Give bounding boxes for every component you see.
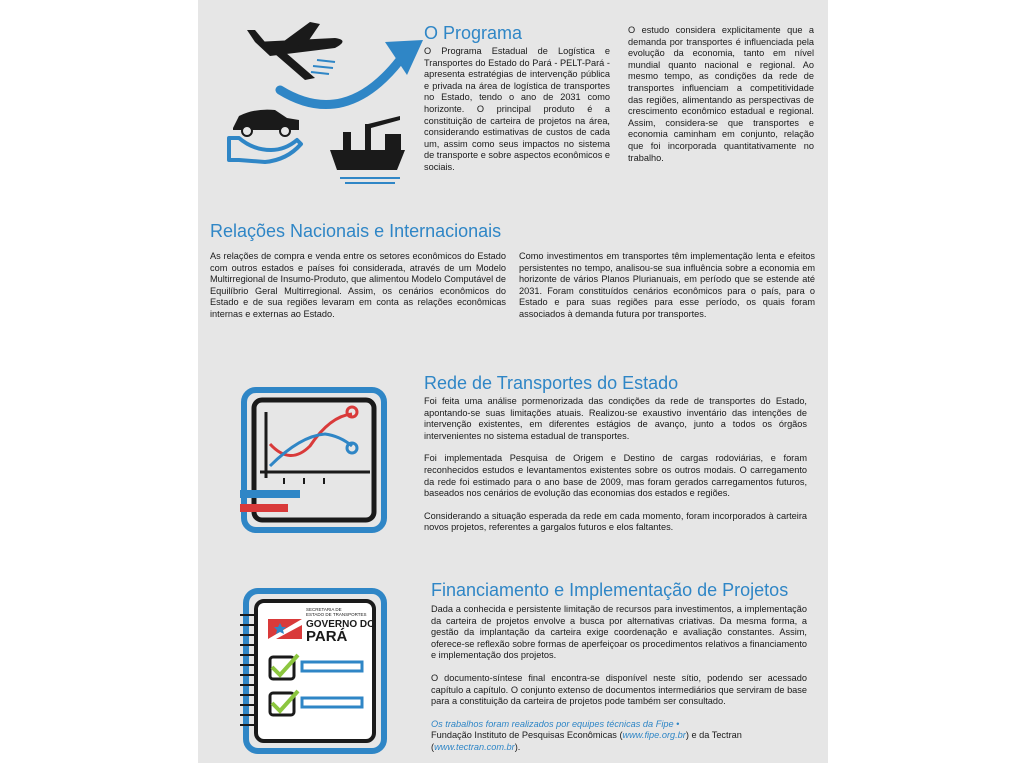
section-title-rede: Rede de Transportes do Estado (424, 373, 679, 393)
section-title-programa: O Programa (424, 23, 523, 43)
section-financiamento-body (431, 604, 807, 754)
fipe-link[interactable]: www.fipe.org.br (622, 730, 686, 741)
section-programa-col2: O estudo considera explicitamente que a demanda por transportes é influenciada pela evolução da economia, tanto em nível mundial quanto nacional e regional. Ao mesmo tempo, as condições da rede de transportes influenciam a competitividade das regiões, alimentando as perspectivas de crescimento econômico estadual e regional. Assim, considera-se que transportes e economia caminham em conjunto, relação que foi incorporada quantitativamente no trabalho. (628, 25, 814, 163)
section-rede-p2: Foi implementada Pesquisa de Origem e Destino de cargas rodoviárias, e foram reconhecidos estudos e levantamentos existentes sobre os outros modais. O carregamento da rede foi estimado para o ano base de 2009, mas foram gerados carregamentos futuros, baseados nos cenários de evolução das economias dos estados e regiões. (424, 453, 807, 499)
logo-line3: GOVERNO DO (306, 619, 375, 630)
logo-line2: ESTADO DE TRANSPORTES (306, 612, 367, 617)
credit-line3-b: ). (514, 741, 521, 752)
credit-line2-a: Fundação Instituto de Pesquisas Econômicas ( (431, 730, 623, 741)
section-relacoes-col2: Como investimentos em transportes têm implementação lenta e efeitos persistentes no tempo, analisou-se sua influência sobre a economia em horizonte de vários Planos Plurianuais, em período que se estende até 2031. Foram constituídos cenários econômicos para o país, para o Estado e para suas regiões para esse período, os quais foram associados à demanda futura por transportes. (519, 251, 815, 319)
section-financiamento-p2: O documento-síntese final encontra-se disponível neste sítio, podendo ser acessado capítulo a capítulo. O conjunto extenso de documentos intermediários que serviram de base para a constituição da carteira de projetos pode também ser consultado. (431, 672, 807, 707)
chart-board-icon (240, 386, 390, 536)
section-financiamento-p1: Dada a conhecida e persistente limitação de recursos para investimentos, a implementação da carteira de projetos envolve a busca por alternativas criativas. Da mesma forma, a gestão da implantação da carteira exige coordenação e avaliação constantes. Assim, oferece-se reflexão sobre formas de aperfeiçoar os procedimentos relativos a financiamento e implementação dos projetos. (431, 604, 807, 661)
logo-line1: SECRETARIA DE (306, 607, 342, 612)
section-programa-col1: O Programa Estadual de Logística e Transportes do Estado do Pará - PELT-Pará - apresenta estratégias de intervenção pública e privada na área de logística de transportes no Estado, tendo o ano de 2031 como horizonte. O principal produto é a constituição de carteira de projetos na área, considerando estimativas de custos de cada um, assim como seus impactos no sistema de transporte e sobre aspectos econômicos e sociais. (424, 46, 610, 172)
tectran-link[interactable]: www.tectran.com.br (434, 741, 515, 752)
credit-italic: Os trabalhos foram realizados por equipes técnicas da Fipe • (431, 718, 680, 729)
section-rede-p1: Foi feita uma análise pormenorizada das condições da rede de transportes do Estado, apontando-se suas limitações atuais. Realizou-se exaustivo inventário das intenções de intervenção existentes, em diferentes estágios de avanço, junto a todos os órgãos intervenientes no sistema estadual de transportes. (424, 396, 807, 441)
section-title-financiamento: Financiamento e Implementação de Projetos (431, 580, 789, 600)
credit-line3 (431, 742, 807, 754)
credit-line3-a: ( (431, 741, 435, 752)
logo-line4: PARÁ (306, 628, 348, 645)
credit-line2 (431, 730, 807, 742)
credit-line2-b: ) e da Tectran (685, 730, 742, 741)
section-rede-body (424, 396, 807, 534)
transport-icon (225, 20, 425, 190)
section-rede-p3: Considerando a situação esperada da rede em cada momento, foram incorporados à carteira novos projetos, referentes a gargalos futuros e elos faltantes. (424, 510, 807, 533)
section-title-relacoes: Relações Nacionais e Internacionais (210, 221, 502, 241)
section-relacoes-col1: As relações de compra e venda entre os setores econômicos do Estado com outros estados e países foi considerada, através de um Modelo Multirregional de Insumo-Produto, que alimentou Modelo Computável de Equilíbrio Geral Multirregional. Assim, os cenários econômicos do Estado e de sua regiões levaram em conta as relações econômicas internas e externas ao Estado. (210, 251, 506, 319)
checklist-board-icon (240, 585, 390, 755)
